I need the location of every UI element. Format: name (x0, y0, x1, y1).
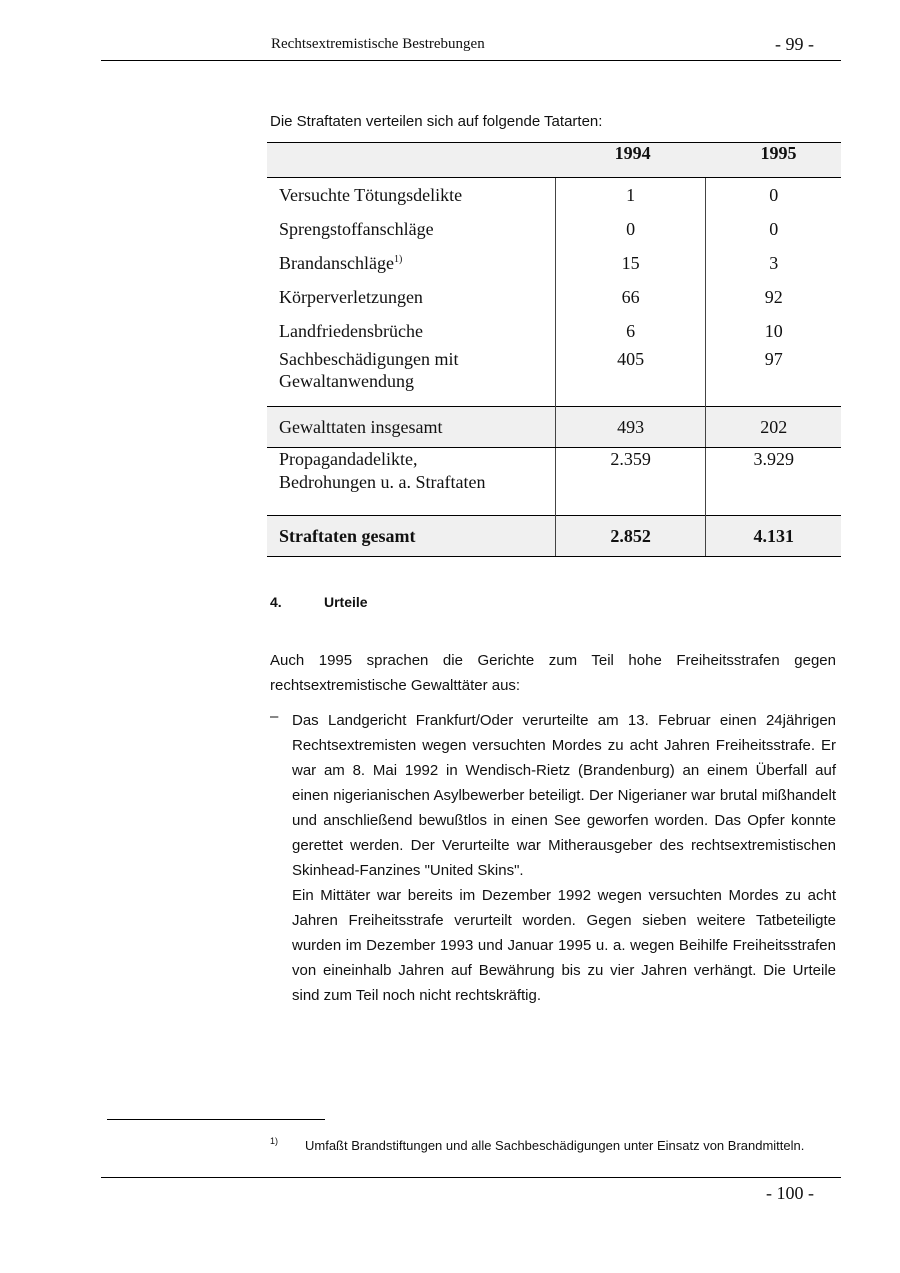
bullet-paragraph: Das Landgericht Frankfurt/Oder verurteilte am 13. Februar einen 24jährigen Rechtsextremisten wegen versuchten Mordes zu acht Jahren Freiheitsstrafe. Er war am 8. Mai 1992 in Wendisch-Rietz (Brandenburg) an einem Überfall auf einen nigerianischen Asylbewerber beteiligt. Der Nigerianer war brutal mißhandelt und anschließend bewußtlos in einen See geworfen worden. Das Opfer konnte gerettet werden. Der Verurteilte war Mitherausgeber des rechtsextremistischen Skinhead-Fanzines "United Skins". (292, 712, 836, 879)
value-1995: 97 (706, 348, 841, 406)
row-label (267, 447, 555, 515)
value-1994: 15 (555, 246, 705, 280)
value-1995: 3 (706, 246, 841, 280)
footnote-reference: 1) (393, 254, 403, 265)
table-row (267, 348, 841, 406)
row-label: Körperverletzungen (279, 287, 423, 307)
paragraph: Auch 1995 sprachen die Gerichte zum Teil hohe Freiheitsstrafen gegen rechtsextremistische Gewalttäter aus: (270, 652, 836, 694)
running-title: Rechtsextremistische Bestrebungen (271, 36, 485, 52)
value-1994: 1 (555, 178, 705, 213)
table-row (267, 314, 841, 348)
row-label-text: Brandanschläge (279, 253, 394, 273)
table-header-row (267, 143, 841, 178)
value-1995: 0 (706, 178, 841, 213)
header-cell-1994 (555, 143, 705, 178)
footer-page-number: - 100 - (766, 1183, 814, 1203)
row-label-line: Bedrohungen u. a. Straftaten (279, 471, 486, 492)
header-cell-1995 (706, 143, 841, 178)
value-1994: 405 (555, 348, 705, 406)
header-page-number: - 99 - (775, 34, 814, 54)
total-1995: 4.131 (706, 515, 841, 556)
page-header (101, 34, 841, 61)
subtotal-1994: 493 (555, 406, 705, 447)
subtotal-1995: 202 (706, 406, 841, 447)
row-label: Versuchte Tötungsdelikte (279, 185, 463, 205)
footnote-text: Umfaßt Brandstiftungen und alle Sachbeschädigungen unter Einsatz von Brandmitteln. (305, 1138, 805, 1153)
value-1994: 0 (555, 212, 705, 246)
subtotal-label: Gewalttaten insgesamt (267, 406, 555, 447)
bullet-paragraph: Ein Mittäter war bereits im Dezember 1992 wegen versuchten Mordes zu acht Jahren Freiheitsstrafe verurteilt worden. Gegen sieben weitere Tatbeteiligte wurden im Dezember 1993 und Januar 1995 u. a. wegen Beihilfe Freiheitsstrafen von eineinhalb Jahren auf Bewährung bis zu vier Jahren verhängt. Die Urteile sind zum Teil noch nicht rechtskräftig. (292, 887, 836, 1004)
value-1995: 10 (706, 314, 841, 348)
total-label: Straftaten gesamt (267, 515, 555, 556)
table-intro: Die Straftaten verteilen sich auf folgende Tatarten: (270, 113, 603, 130)
subtotal-row (267, 406, 841, 447)
row-label-line: Propagandadelikte, (279, 448, 418, 469)
total-row (267, 515, 841, 556)
row-label-line: Gewaltanwendung (279, 371, 414, 391)
value-1995: 0 (706, 212, 841, 246)
footer-separator (101, 1177, 841, 1178)
footnote-mark: 1) (270, 1136, 279, 1146)
crime-statistics-table (267, 142, 841, 557)
value-1995: 92 (706, 280, 841, 314)
value-1995: 3.929 (706, 447, 841, 515)
year-1995-label: 1995 (760, 143, 797, 163)
section-title: Urteile (324, 594, 368, 610)
table-row (267, 178, 841, 213)
bullet-dash: – (270, 708, 279, 725)
row-label: Landfriedensbrüche (279, 321, 423, 341)
table-row (267, 212, 841, 246)
value-1994: 6 (555, 314, 705, 348)
section-number: 4. (270, 594, 282, 610)
bullet-text (292, 708, 836, 1008)
row-label (267, 246, 555, 280)
value-1994: 2.359 (555, 447, 705, 515)
header-cell-label (267, 143, 555, 178)
section-heading (270, 594, 368, 610)
year-1994-label: 1994 (614, 143, 651, 163)
footnote-separator (107, 1119, 325, 1120)
row-label (267, 348, 555, 406)
propaganda-row (267, 447, 841, 515)
row-label-line: Sachbeschädigungen mit (279, 349, 459, 369)
value-1994: 66 (555, 280, 705, 314)
table-row (267, 280, 841, 314)
table-row (267, 246, 841, 280)
total-1994: 2.852 (555, 515, 705, 556)
row-label: Sprengstoffanschläge (279, 219, 434, 239)
